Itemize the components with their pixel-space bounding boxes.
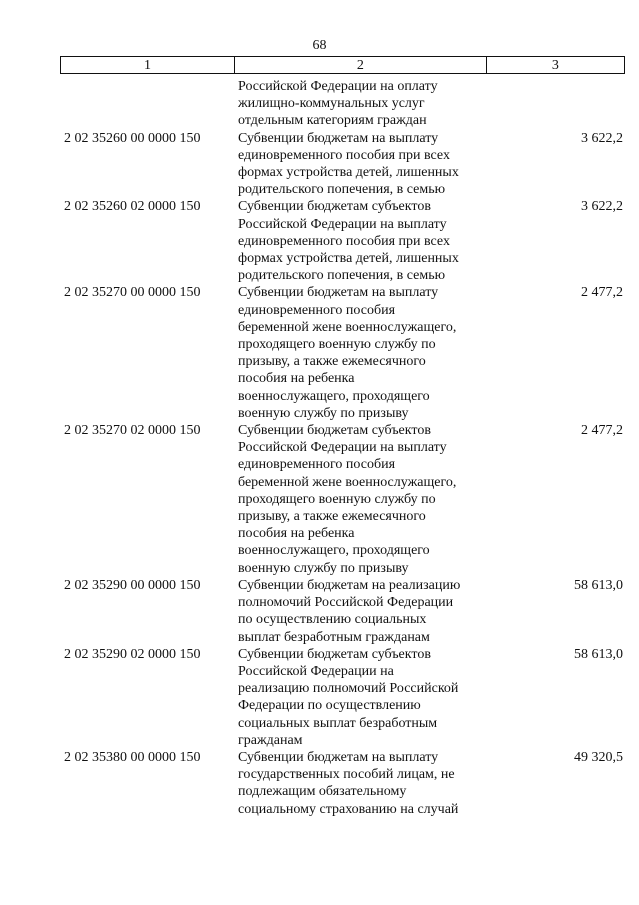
description-line: подлежащим обязательному [238, 784, 407, 800]
table-row [60, 422, 625, 577]
description-line: беременной жене военнослужащего, [238, 474, 457, 490]
description-line: реализацию полномочий Российской [238, 681, 459, 697]
table-row [60, 577, 625, 646]
column-header-row [61, 57, 625, 74]
description-line: пособия на ребенка [238, 371, 355, 387]
amount: 49 320,5 [574, 749, 623, 765]
description-line: призыву, а также ежемесячного [238, 354, 426, 370]
description [238, 284, 490, 422]
description-line: единовременного пособия [238, 457, 396, 473]
description-line: полномочий Российской Федерации [238, 595, 454, 611]
budget-code: 2 02 35380 00 0000 150 [64, 749, 201, 765]
description-line: Российской Федерации на [238, 663, 394, 679]
description-line: отдельным категориям граждан [238, 113, 427, 129]
description-line: Субвенции бюджетам на выплату [238, 130, 439, 146]
description-line: проходящего военную службу по [238, 337, 436, 353]
description [238, 422, 490, 577]
description [238, 749, 490, 818]
description-line: по осуществлению социальных [238, 612, 427, 628]
description-line: Субвенции бюджетам на реализацию [238, 577, 461, 593]
table-row [60, 198, 625, 284]
description-line: Субвенции бюджетам на выплату [238, 749, 439, 765]
description-line: единовременного пособия при всех [238, 233, 450, 249]
description-line: военную службу по призыву [238, 405, 409, 421]
column-header-table [60, 56, 625, 74]
description-line: социальных выплат безработным [238, 715, 438, 731]
description-line: призыву, а также ежемесячного [238, 509, 426, 525]
budget-code: 2 02 35270 00 0000 150 [64, 285, 201, 301]
description-line: Субвенции бюджетам субъектов [238, 199, 431, 215]
description [238, 577, 490, 646]
description-line: проходящего военную службу по [238, 491, 436, 507]
table-row [60, 646, 625, 749]
description [238, 198, 490, 284]
description-line: жилищно-коммунальных услуг [238, 96, 425, 112]
description-line: выплат безработным гражданам [238, 629, 430, 645]
description-line: военнослужащего, проходящего [238, 543, 430, 559]
amount: 58 613,0 [574, 646, 623, 662]
description-line: родительского попечения, в семью [238, 182, 446, 198]
description-line: военную службу по призыву [238, 560, 409, 576]
description-line: Российской Федерации на оплату [238, 79, 438, 94]
description-line: военнослужащего, проходящего [238, 388, 430, 404]
description-line: Субвенции бюджетам на выплату [238, 285, 439, 301]
description-line: формах устройства детей, лишенных [238, 165, 459, 181]
table-row [60, 284, 625, 422]
budget-code: 2 02 35270 02 0000 150 [64, 423, 201, 439]
description-line: пособия на ребенка [238, 526, 355, 542]
description-line: Российской Федерации на выплату [238, 216, 447, 232]
table-row [60, 78, 625, 130]
description-line: единовременного пособия [238, 302, 396, 318]
description-line: Федерации по осуществлению [238, 698, 421, 714]
budget-code: 2 02 35260 00 0000 150 [64, 130, 201, 146]
description-line: формах устройства детей, лишенных [238, 251, 459, 267]
description [238, 78, 490, 130]
budget-code: 2 02 35260 02 0000 150 [64, 199, 201, 215]
description-line: социальному страхованию на случай [238, 801, 459, 817]
table-row [60, 130, 625, 199]
description-line: Субвенции бюджетам субъектов [238, 423, 431, 439]
table-row [60, 749, 625, 818]
amount: 3 622,2 [581, 199, 623, 215]
description [238, 646, 490, 749]
amount: 2 477,2 [581, 423, 623, 439]
column-header-2: 2 [235, 57, 487, 74]
amount: 2 477,2 [581, 285, 623, 301]
description-line: беременной жене военнослужащего, [238, 319, 457, 335]
description-line: гражданам [238, 732, 303, 748]
description-line: родительского попечения, в семью [238, 268, 446, 284]
description-line: Субвенции бюджетам субъектов [238, 646, 431, 662]
budget-table-body [60, 78, 625, 818]
budget-code: 2 02 35290 00 0000 150 [64, 577, 201, 593]
amount: 3 622,2 [581, 130, 623, 146]
page-number: 68 [312, 38, 327, 53]
description-line: Российской Федерации на выплату [238, 440, 447, 456]
description [238, 130, 490, 199]
budget-code: 2 02 35290 02 0000 150 [64, 646, 201, 662]
column-header-3: 3 [486, 57, 624, 74]
column-header-1: 1 [61, 57, 235, 74]
amount: 58 613,0 [574, 577, 623, 593]
description-line: государственных пособий лицам, не [238, 767, 455, 783]
description-line: единовременного пособия при всех [238, 147, 450, 163]
